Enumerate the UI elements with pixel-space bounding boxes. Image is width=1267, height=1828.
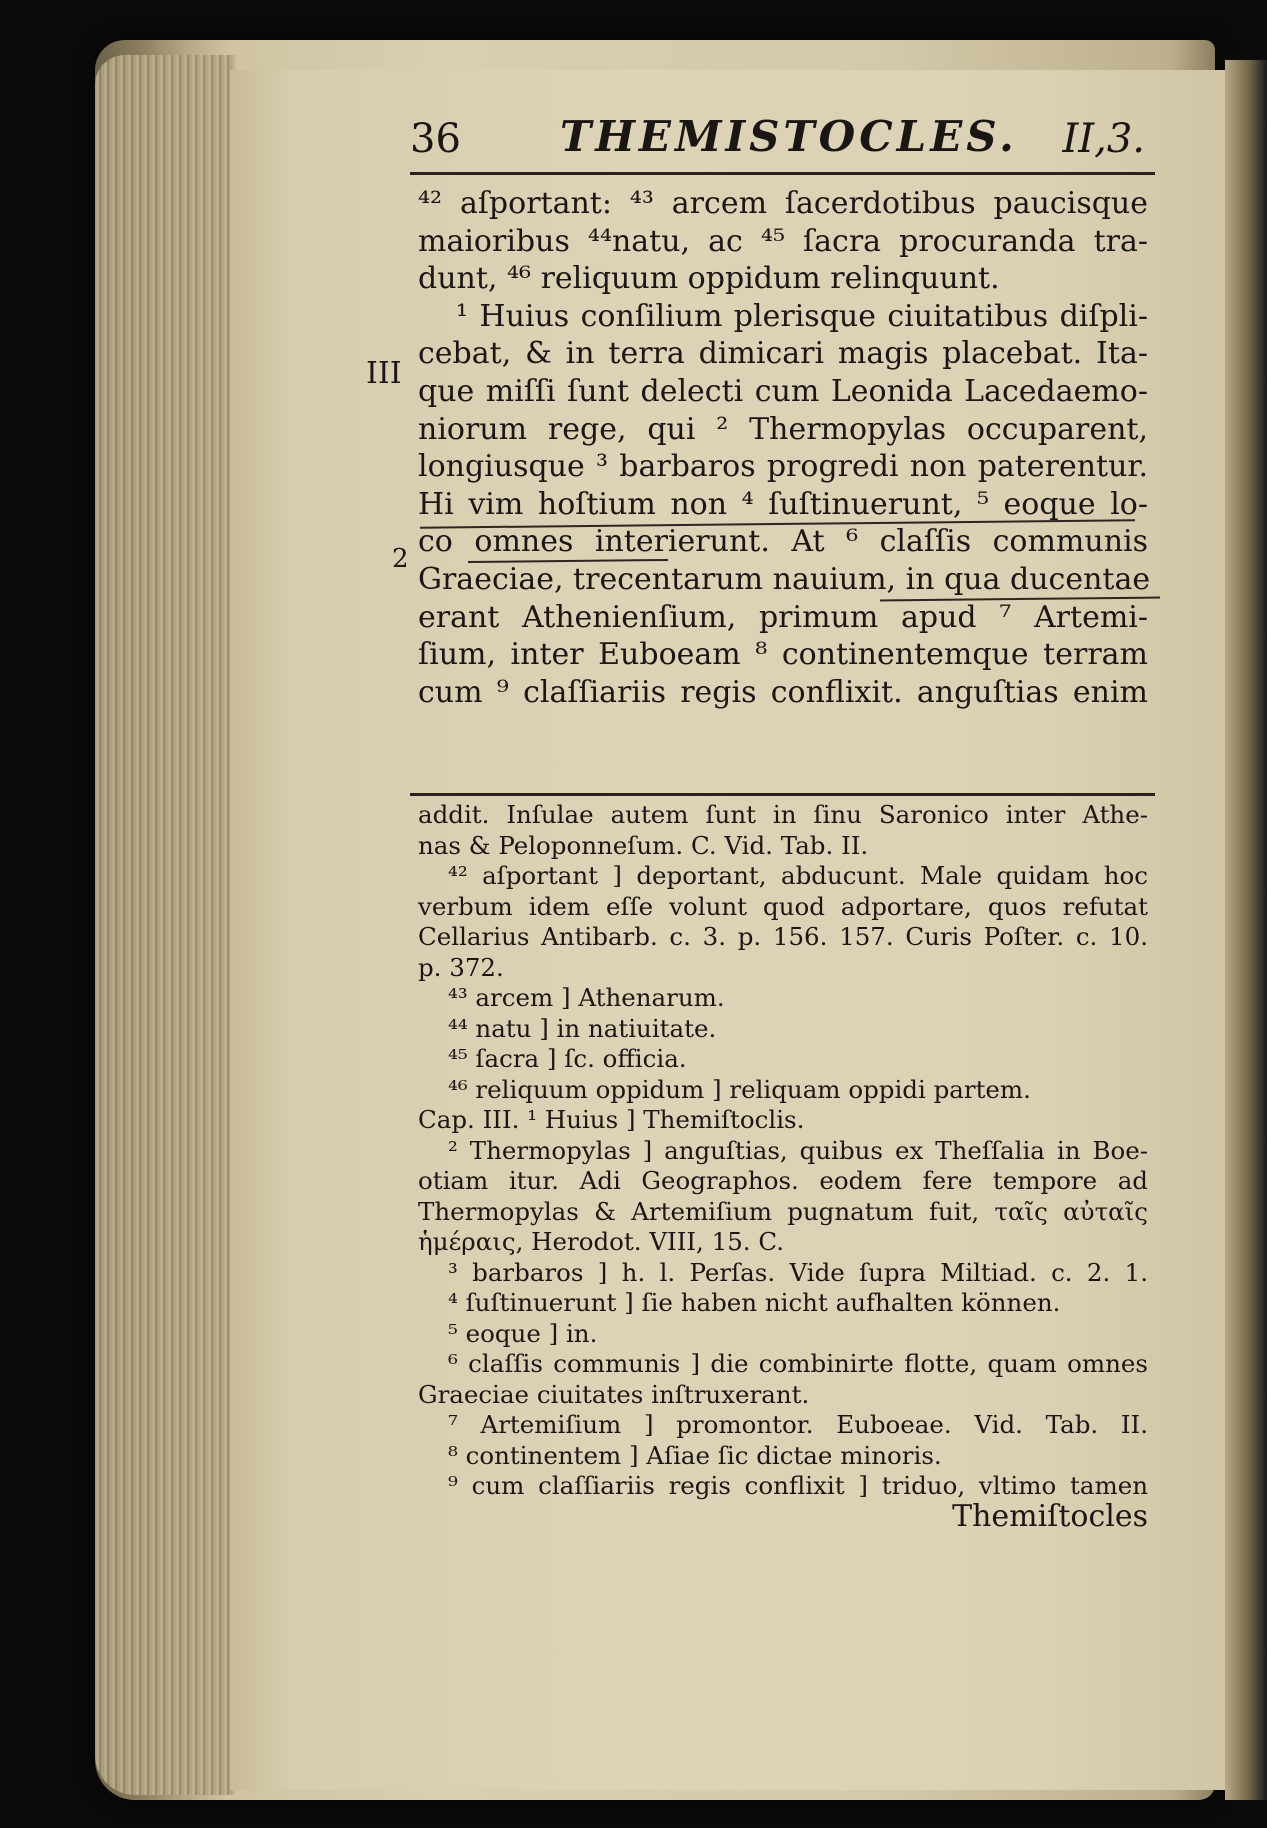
catchword: Themiſtocles bbox=[952, 1498, 1148, 1534]
page-edges bbox=[95, 55, 235, 1795]
text-line: dunt, ⁴⁶ reliquum oppidum relinquunt. bbox=[418, 261, 1000, 297]
note-line: nas & Peloponneſum. C. Vid. Tab. II. bbox=[418, 830, 869, 860]
text-line: Graeciae, trecentarum nauium, in qua ducentae bbox=[418, 561, 1151, 597]
footnotes bbox=[418, 800, 1148, 1532]
note-line: verbum idem eſſe volunt quod adportare, quos refutat bbox=[418, 891, 1148, 921]
note-line: ³ barbaros ] h. l. Perſas. Vide ſupra Miltiad. c. 2. 1. bbox=[448, 1257, 1148, 1287]
note-line: ⁴⁶ reliquum oppidum ] reliquam oppidi partem. bbox=[448, 1074, 1031, 1104]
note-line: p. 372. bbox=[418, 952, 504, 982]
text-line: Hi vim hoſtium non ⁴ ſuſtinuerunt, ⁵ eoque lo- bbox=[418, 486, 1148, 522]
section-number: II,3. bbox=[1062, 116, 1145, 162]
header-rule bbox=[410, 172, 1155, 175]
note-line: Graeciae ciuitates inſtruxerant. bbox=[418, 1379, 810, 1409]
text-line: ⁴² aſportant: ⁴³ arcem ſacerdotibus paucisque bbox=[418, 186, 1148, 221]
note-line: ⁴² aſportant ] deportant, abducunt. Male quidam hoc bbox=[448, 861, 1148, 890]
text-line: cum ⁹ claſſiariis regis conflixit. anguſtias enim bbox=[418, 674, 1148, 710]
page-fold-shadow bbox=[1225, 60, 1267, 1800]
text-line: cebat, & in terra dimicari magis placebat. Ita- bbox=[418, 336, 1148, 372]
running-title: THEMISTOCLES. bbox=[560, 112, 1018, 161]
note-line: ⁶ claſſis communis ] die combinirte flotte, quam omnes bbox=[448, 1349, 1148, 1378]
note-line: ⁴⁴ natu ] in natiuitate. bbox=[448, 1013, 717, 1043]
paragraph-marker: 2 bbox=[392, 544, 409, 574]
text-line: longiusque ³ barbaros progredi non paterentur. bbox=[418, 449, 1148, 485]
note-line: otiam itur. Adi Geographos. eodem fere tempore ad bbox=[418, 1166, 1148, 1195]
note-line: Cap. III. ¹ Huius ] Themiſtoclis. bbox=[418, 1105, 805, 1134]
note-line: ⁴³ arcem ] Athenarum. bbox=[448, 983, 725, 1012]
text-line: niorum rege, qui ² Thermopylas occuparent, bbox=[418, 411, 1148, 447]
note-line: ⁹ cum claſſiariis regis conflixit ] triduo, vltimo tamen bbox=[448, 1471, 1148, 1500]
notes-rule bbox=[410, 793, 1155, 796]
note-line: ⁸ continentem ] Aſiae ſic dictae minoris. bbox=[448, 1440, 942, 1470]
text-line: ſium, inter Euboeam ⁸ continentemque terram bbox=[418, 637, 1148, 673]
note-line: Thermopylas & Artemiſium pugnatum fuit, ταῖς αὐταῖς bbox=[418, 1196, 1148, 1226]
text-line: co omnes interierunt. At ⁶ claſſis communis bbox=[418, 524, 1148, 560]
note-line: ² Thermopylas ] anguſtias, quibus ex Theſſalia in Boe- bbox=[448, 1135, 1148, 1165]
note-line: Cellarius Antibarb. c. 3. p. 156. 157. Curis Poſter. c. 10. bbox=[418, 922, 1148, 951]
text-line: que miſſi ſunt delecti cum Leonida Lacedaemo- bbox=[418, 373, 1148, 409]
main-text bbox=[418, 185, 1151, 711]
note-line: ⁴ ſuſtinuerunt ] ſie haben nicht aufhalten können. bbox=[448, 1288, 1061, 1317]
running-header bbox=[410, 112, 1150, 172]
note-line: addit. Inſulae autem ſunt in ſinu Saronico inter Athe- bbox=[418, 800, 1148, 829]
page-number: 36 bbox=[410, 116, 461, 162]
note-line: ⁴⁵ ſacra ] ſc. officia. bbox=[448, 1044, 687, 1073]
note-line: ⁷ Artemiſium ] promontor. Euboeae. Vid. Tab. II. bbox=[448, 1410, 1148, 1439]
text-line: erant Athenienſium, primum apud ⁷ Artemi- bbox=[418, 599, 1148, 635]
text-line: ¹ Huius conſilium plerisque ciuitatibus diſpli- bbox=[456, 298, 1148, 334]
note-line: ἡμέραις, Herodot. VIII, 15. C. bbox=[418, 1227, 785, 1256]
text-line: maioribus ⁴⁴natu, ac ⁴⁵ ſacra procuranda tra- bbox=[418, 223, 1148, 259]
chapter-marker: III bbox=[366, 356, 402, 391]
note-line: ⁵ eoque ] in. bbox=[448, 1318, 598, 1348]
